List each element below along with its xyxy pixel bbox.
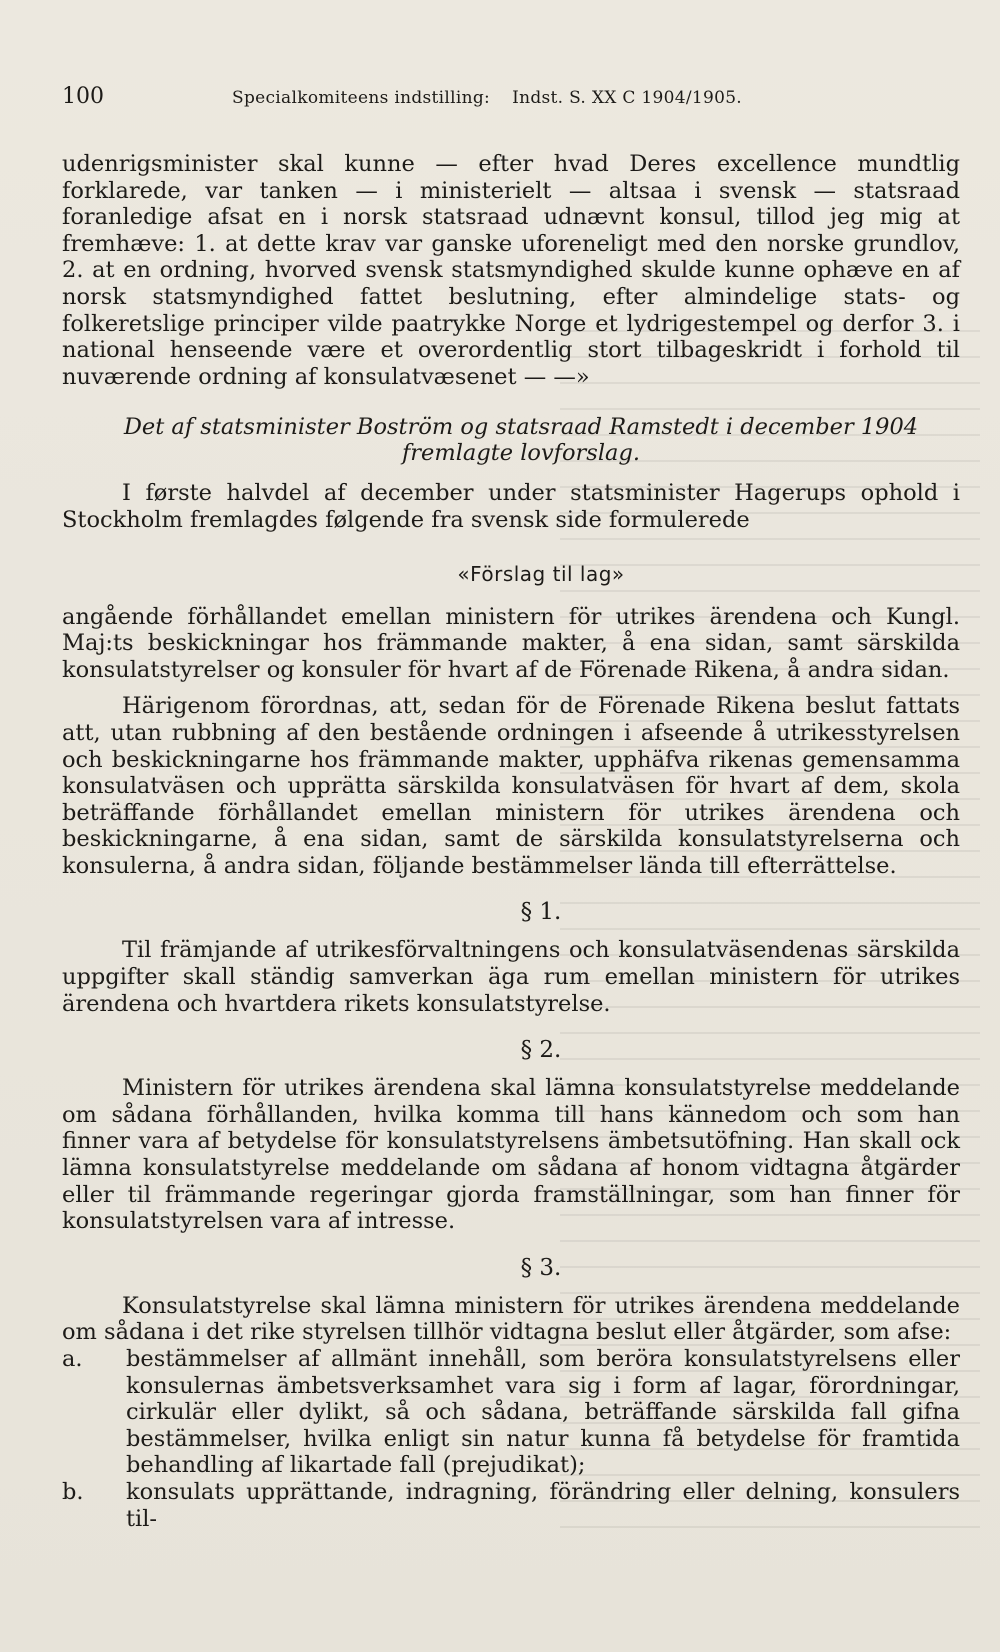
running-head-title: Specialkomiteens indstilling:: [232, 88, 491, 108]
running-head: [232, 88, 742, 108]
forslag-title: «Förslag til lag»: [457, 561, 625, 586]
page-number: 100: [62, 84, 104, 109]
list-label-b: b.: [62, 1478, 84, 1505]
list-item-a: [62, 1346, 960, 1479]
page-header: [62, 84, 960, 109]
section-mark-3: § 3.: [520, 1254, 562, 1281]
section-1-text: Til främjande af utrikesförvaltningens och konsulatväsendenas särskilda uppgifter skall ständig samverkan äga rum emellan ministern för utrikes ärendena och hvartdera rikets konsulatstyrelse.: [62, 937, 960, 1017]
section-mark-2: § 2.: [520, 1037, 562, 1064]
intro-paragraph: udenrigsminister skal kunne — efter hvad Deres excellence mundtlig forklarede, var tanken — i ministerielt — altsaa i svensk — statsraad foranledige afsat en i norsk statsraad udnævnt konsul, tillod jeg mig at fremhæve: 1. at dette krav var ganske uforeneligt med den norske grundlov, 2. at en ordning, hvorved svensk statsmyndighed skulde kunne ophæve en af norsk statsmyndighed fattet beslutning, efter almindelige stats- og folkeretslige principer vilde paatrykke Norge et lydrigestempel og derfor 3. i national henseende være et overordentlig stort tilbageskridt i forhold til nuværende ordning af konsulatvæsenet — —»: [62, 151, 960, 390]
first-half-paragraph: I første halvdel af december under statsminister Hagerups ophold i Stockholm fremlagdes følgende fra svensk side formulerede: [62, 480, 960, 533]
list-label-a: a.: [62, 1346, 83, 1372]
section-2-text: Ministern för utrikes ärendena skal lämna konsulatstyrelse meddelande om sådana förhållanden, hvilka komma till hans kännedom och som han finner vara af betydelse för konsulatstyrelsens ämbetsutöfning. Han skall ock lämna konsulatstyrelse meddelande om sådana af honom vidtagna åtgärder eller til främmande regeringar gjorda framställningar, som han finner för konsulatstyrelsen vara af intresse.: [62, 1075, 960, 1235]
list-text-a: bestämmelser af allmänt innehåll, som beröra konsulatstyrelsens eller konsulernas ämbetsverksamhet vara sig i form af lagar, förordningar, cirkulär eller dylikt, så och sådana, beträffande särskilda fall gifna bestämmelser, hvilka enligt sin natur kunna få betydelse för framtida behandling af likartade fall (prejudikat);: [126, 1346, 960, 1479]
section-3-text: Konsulatstyrelse skal lämna ministern för utrikes ärendena meddelande om sådana i det rike styrelsen tillhör vidtagna beslut eller åtgärder, som afse:: [62, 1292, 960, 1346]
harigenom-paragraph: Härigenom förordnas, att, sedan för de Förenade Rikena beslut fattats att, utan rubbning af den bestående ordningen i afseende å utrikesstyrelsen och beskickningarne hos främmande makter, upphäfva rikenas gemensamma konsulatväsen och upprätta särskilda konsulatväsen för hvart af dem, skola beträffande förhållandet emellan ministern för utrikes ärendena och beskickningarne, å ena sidan, samt de särskilda konsulatstyrelserna och konsulerna, å andra sidan, följande bestämmelser lända till efterrättelse.: [62, 693, 960, 879]
running-head-reference: Indst. S. XX C 1904/1905.: [512, 88, 743, 108]
list-text-b: konsulats upprättande, indragning, förändring eller delning, konsulers til-: [126, 1478, 960, 1532]
angaende-paragraph: angående förhållandet emellan ministern för utrikes ärendena och Kungl. Maj:ts beskickningar hos främmande makter, å ena sidan, samt särskilda konsulatstyrelser og konsuler för hvart af de Förenade Rikena, å andra sidan.: [62, 603, 960, 683]
italic-section-heading: Det af statsminister Boström og statsraad Ramstedt i december 1904 fremlagte lovforslag.: [123, 414, 919, 467]
section-mark-1: § 1.: [520, 899, 562, 926]
list-item-b: [62, 1479, 960, 1532]
